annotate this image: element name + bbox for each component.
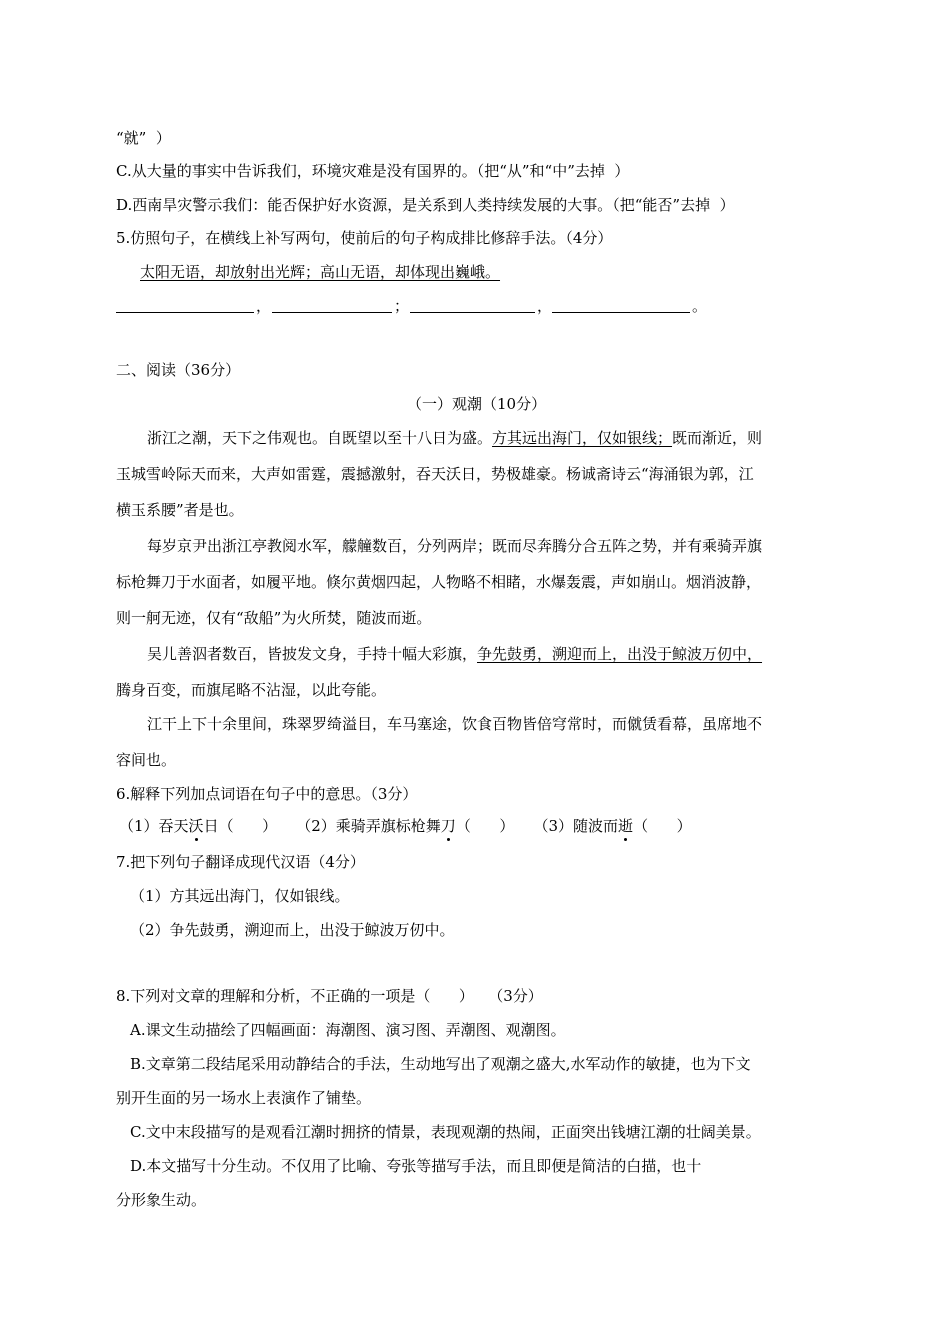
dotted-word-3: 逝	[618, 817, 634, 835]
passage-p1-line2: 玉城雪岭际天而来，大声如雷霆，震撼激射，吞天沃日，势极雄豪。杨诚斋诗云“海涌银为郭，江	[116, 465, 754, 483]
q7-sentence-1: （1）方其远出海门，仅如银线。	[130, 887, 350, 905]
q5-separator-1: ，	[256, 297, 272, 315]
q5-example-sentence: 太阳无语，却放射出光辉；高山无语，却体现出巍峨。	[140, 263, 501, 281]
q5-separator-3: ，	[537, 297, 553, 315]
q5-end-mark: 。	[692, 297, 708, 315]
q8-option-d-line1: D.本文描写十分生动。不仅用了比喻、夸张等描写手法，而且即便是简洁的白描，也十	[130, 1157, 702, 1175]
q7-sentence-2: （2）争先鼓勇，溯迎而上，出没于鲸波万仞中。	[130, 921, 455, 939]
underlined-sentence-2: 争先鼓勇，溯迎而上，出没于鲸波万仞中，	[477, 645, 763, 663]
dotted-word-1: 沃	[188, 817, 204, 835]
q5-answer-blank-1[interactable]	[116, 312, 254, 313]
passage-p2-line1: 每岁京尹出浙江亭教阅水军，艨艟数百，分列两岸；既而尽奔腾分合五阵之势，并有乘骑弄旗	[147, 537, 763, 555]
q8-question: 8.下列对文章的理解和分析，不正确的一项是（ ） （3分）	[116, 987, 543, 1005]
dotted-word-2: 刀	[440, 817, 456, 835]
q8-option-a: A.课文生动描绘了四幅画面：海潮图、演习图、弄潮图、观潮图。	[130, 1021, 566, 1039]
q5-separator-2: ；	[394, 297, 410, 315]
passage-title: （一）观潮（10分）	[407, 395, 547, 413]
q5-answer-blank-4[interactable]	[552, 312, 690, 313]
passage-p1-line1: 浙江之潮，天下之伟观也。自既望以至十八日为盛。方其远出海门，仅如银线；既而渐近，则	[147, 429, 763, 447]
q8-option-d-line2: 分形象生动。	[116, 1191, 207, 1209]
q8-option-c: C.文中末段描写的是观看江潮时拥挤的情景，表现观潮的热闹，正面突出钱塘江潮的壮阔美景。	[130, 1123, 761, 1141]
q6-question: 6.解释下列加点词语在句子中的意思。（3分）	[116, 785, 418, 803]
passage-p2-line2: 标枪舞刀于水面者，如履平地。倏尔黄烟四起，人物略不相睹，水爆轰震，声如崩山。烟消波静，	[116, 573, 762, 591]
q4-option-c: C.从大量的事实中告诉我们，环境灾难是没有国界的。（把“从”和“中”去掉 ）	[116, 162, 630, 180]
q7-question: 7.把下列句子翻译成现代汉语（4分）	[116, 853, 365, 871]
passage-p4-line1: 江干上下十余里间，珠翠罗绮溢目，车马塞途，饮食百物皆倍穹常时，而僦赁看幕，虽席地不	[147, 715, 763, 733]
passage-p3-line2: 腾身百变，而旗尾略不沾湿，以此夸能。	[116, 681, 387, 699]
q5-answer-blank-2[interactable]	[272, 312, 392, 313]
passage-p4-line2: 容间也。	[116, 751, 177, 769]
q8-option-b-line2: 别开生面的另一场水上表演作了铺垫。	[116, 1089, 372, 1107]
q5-question: 5.仿照句子，在横线上补写两句，使前后的句子构成排比修辞手法。（4分）	[116, 229, 613, 247]
q4-option-d: D.西南旱灾警示我们：能否保护好水资源，是关系到人类持续发展的大事。（把“能否”去掉 ）	[116, 196, 735, 214]
passage-p2-line3: 则一舸无迹，仅有“敌船”为火所焚，随波而逝。	[116, 609, 432, 627]
q6-items: （1）吞天沃日（ ） （2）乘骑弄旗标枪舞刀（ ） （3）随波而逝（ ）	[119, 817, 692, 835]
passage-p3-line1: 吴儿善泅者数百，皆披发文身，手持十幅大彩旗，争先鼓勇，溯迎而上，出没于鲸波万仞中，	[147, 645, 763, 663]
section-title: 二、阅读（36分）	[116, 361, 241, 379]
q4-option-b-tail: “就” ）	[116, 129, 171, 147]
q5-answer-blank-3[interactable]	[410, 312, 535, 313]
q8-option-b-line1: B.文章第二段结尾采用动静结合的手法，生动地写出了观潮之盛大,水军动作的敏捷，也为下文	[130, 1055, 751, 1073]
passage-p1-line3: 横玉系腰”者是也。	[116, 501, 244, 519]
underlined-sentence-1: 方其远出海门，仅如银线；	[492, 429, 673, 447]
